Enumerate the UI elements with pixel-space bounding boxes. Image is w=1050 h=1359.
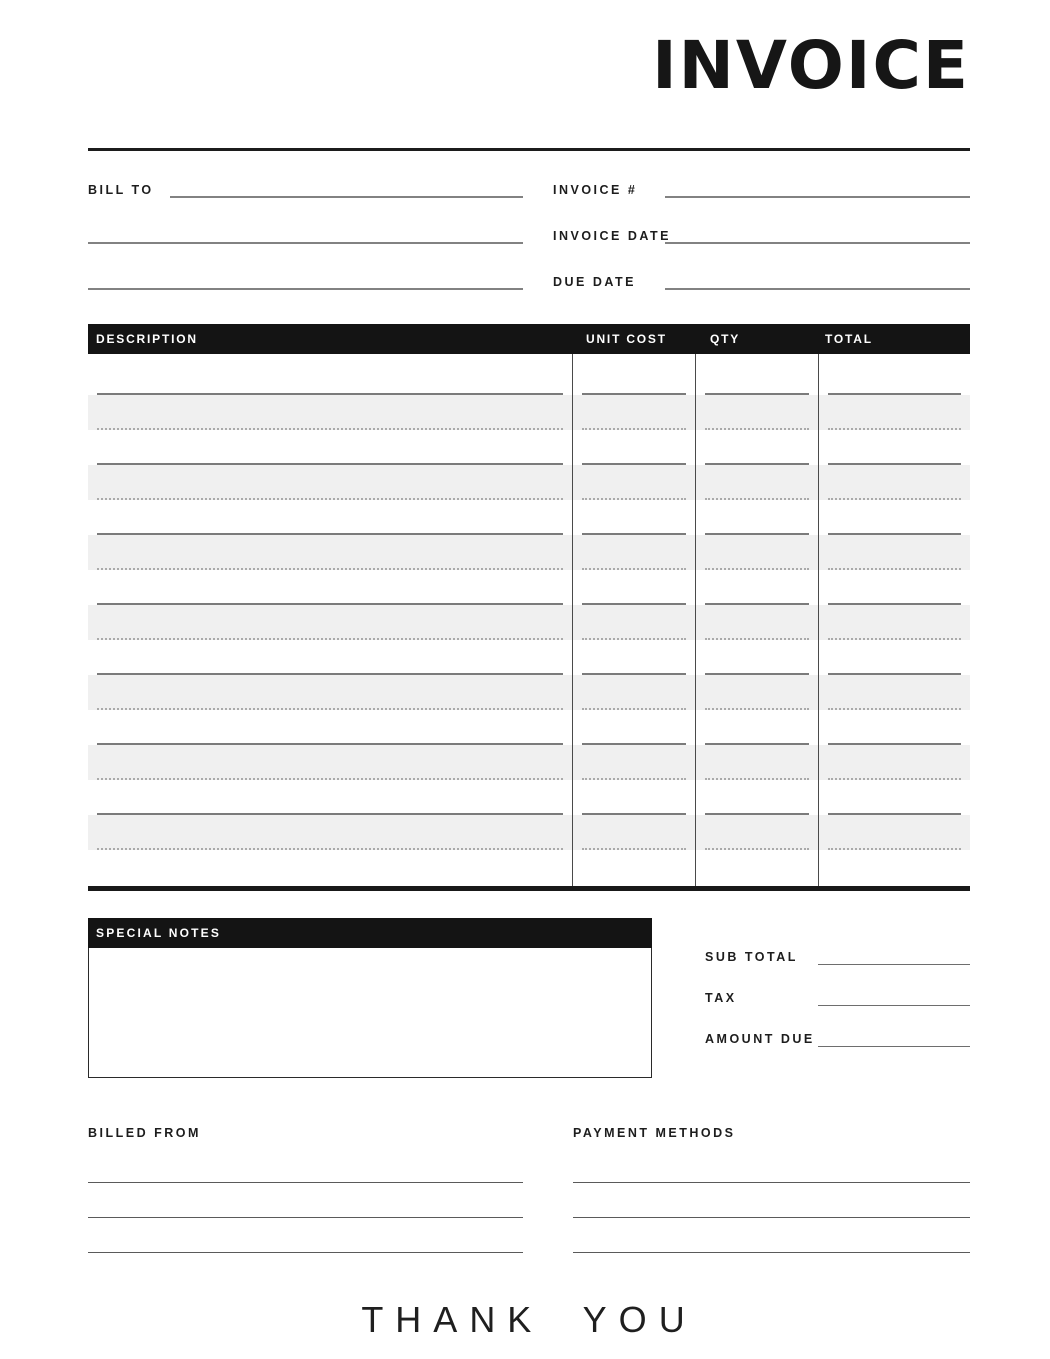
table-cell[interactable]: [572, 535, 695, 570]
table-row: [88, 500, 970, 535]
notes-and-totals-section: [88, 918, 970, 1078]
table-cell[interactable]: [695, 430, 818, 465]
table-cell[interactable]: [88, 535, 572, 570]
title-divider: [88, 148, 970, 151]
bill-to-section: [88, 152, 523, 290]
payment-methods-line-1[interactable]: [573, 1182, 970, 1183]
table-cell[interactable]: [818, 675, 970, 710]
table-cell[interactable]: [572, 430, 695, 465]
bill-to-input-line[interactable]: [170, 196, 523, 198]
line-items-table: [88, 324, 970, 891]
page-title: INVOICE: [652, 27, 970, 104]
table-cell[interactable]: [695, 850, 818, 886]
bill-to-address-line-2[interactable]: [88, 242, 523, 244]
payment-methods-line-2[interactable]: [573, 1217, 970, 1218]
invoice-number-label: INVOICE #: [553, 183, 638, 197]
special-notes-label: SPECIAL NOTES: [96, 926, 222, 940]
column-header-unit-cost: UNIT COST: [586, 332, 667, 346]
table-cell[interactable]: [695, 710, 818, 745]
table-cell[interactable]: [88, 500, 572, 535]
amount-due-input-line[interactable]: [818, 1046, 970, 1047]
invoice-details-section: [553, 152, 970, 290]
table-cell[interactable]: [572, 605, 695, 640]
tax-label: TAX: [705, 991, 737, 1005]
table-cell[interactable]: [88, 815, 572, 850]
table-cell[interactable]: [818, 710, 970, 745]
table-cell[interactable]: [818, 815, 970, 850]
table-cell[interactable]: [818, 745, 970, 780]
table-cell[interactable]: [572, 465, 695, 500]
line-items-body: [88, 354, 970, 886]
table-cell[interactable]: [88, 395, 572, 430]
billed-from-label: BILLED FROM: [88, 1126, 201, 1140]
table-row: [88, 395, 970, 430]
sub-total-label: SUB TOTAL: [705, 950, 798, 964]
table-row: [88, 570, 970, 605]
line-items-header: [88, 324, 970, 354]
table-cell[interactable]: [818, 570, 970, 605]
table-cell[interactable]: [818, 354, 970, 395]
table-cell[interactable]: [695, 745, 818, 780]
bill-to-address-line-3[interactable]: [88, 288, 523, 290]
tax-input-line[interactable]: [818, 1005, 970, 1006]
payment-methods-line-3[interactable]: [573, 1252, 970, 1253]
table-cell[interactable]: [88, 780, 572, 815]
table-cell[interactable]: [88, 605, 572, 640]
table-cell[interactable]: [695, 640, 818, 675]
table-cell[interactable]: [572, 850, 695, 886]
table-cell[interactable]: [88, 745, 572, 780]
special-notes-header: [88, 918, 652, 948]
table-cell[interactable]: [572, 675, 695, 710]
billed-from-line-1[interactable]: [88, 1182, 523, 1183]
totals-section: [705, 924, 970, 1078]
table-cell[interactable]: [572, 815, 695, 850]
column-header-description: DESCRIPTION: [96, 332, 198, 346]
billing-payment-section: [88, 1126, 970, 1253]
table-cell[interactable]: [88, 675, 572, 710]
billed-from-line-2[interactable]: [88, 1217, 523, 1218]
invoice-meta-section: [88, 152, 970, 290]
table-cell[interactable]: [572, 570, 695, 605]
table-cell[interactable]: [88, 850, 572, 886]
table-cell[interactable]: [695, 500, 818, 535]
amount-due-label: AMOUNT DUE: [705, 1032, 815, 1046]
table-row: [88, 535, 970, 570]
table-cell[interactable]: [695, 675, 818, 710]
due-date-label: DUE DATE: [553, 275, 636, 289]
special-notes-input-area[interactable]: [88, 948, 652, 1078]
table-cell[interactable]: [695, 535, 818, 570]
billed-from-section: [88, 1126, 523, 1253]
table-cell[interactable]: [572, 710, 695, 745]
table-cell[interactable]: [695, 570, 818, 605]
bill-to-label: BILL TO: [88, 183, 154, 197]
table-cell[interactable]: [695, 395, 818, 430]
table-cell[interactable]: [88, 465, 572, 500]
table-row: [88, 780, 970, 815]
table-row: [88, 710, 970, 745]
table-row: [88, 605, 970, 640]
invoice-date-label: INVOICE DATE: [553, 229, 671, 243]
payment-methods-label: PAYMENT METHODS: [573, 1126, 736, 1140]
table-cell[interactable]: [818, 500, 970, 535]
billed-from-line-3[interactable]: [88, 1252, 523, 1253]
table-cell[interactable]: [695, 465, 818, 500]
invoice-date-input-line[interactable]: [665, 242, 970, 244]
table-cell[interactable]: [88, 354, 572, 395]
table-cell[interactable]: [695, 780, 818, 815]
table-row: [88, 465, 970, 500]
table-cell[interactable]: [818, 395, 970, 430]
table-cell[interactable]: [88, 640, 572, 675]
table-cell[interactable]: [572, 745, 695, 780]
table-cell[interactable]: [818, 465, 970, 500]
table-row: [88, 675, 970, 710]
table-cell[interactable]: [88, 710, 572, 745]
table-cell[interactable]: [572, 780, 695, 815]
table-cell[interactable]: [88, 430, 572, 465]
table-row: [88, 745, 970, 780]
table-cell[interactable]: [572, 640, 695, 675]
table-cell[interactable]: [695, 354, 818, 395]
table-cell[interactable]: [572, 395, 695, 430]
table-cell[interactable]: [818, 780, 970, 815]
table-row: [88, 850, 970, 886]
table-cell[interactable]: [818, 430, 970, 465]
special-notes-section: [88, 918, 652, 1078]
table-cell[interactable]: [572, 500, 695, 535]
table-cell[interactable]: [572, 354, 695, 395]
table-row: [88, 430, 970, 465]
column-header-total: TOTAL: [825, 332, 873, 346]
table-cell[interactable]: [88, 570, 572, 605]
due-date-input-line[interactable]: [665, 288, 970, 290]
table-row: [88, 354, 970, 395]
invoice-number-input-line[interactable]: [665, 196, 970, 198]
table-cell[interactable]: [818, 640, 970, 675]
table-cell[interactable]: [818, 850, 970, 886]
table-cell[interactable]: [818, 605, 970, 640]
table-row: [88, 815, 970, 850]
sub-total-input-line[interactable]: [818, 964, 970, 965]
payment-methods-section: [573, 1126, 970, 1253]
table-cell[interactable]: [695, 605, 818, 640]
table-row: [88, 640, 970, 675]
column-header-qty: QTY: [710, 332, 741, 346]
table-cell[interactable]: [695, 815, 818, 850]
table-cell[interactable]: [818, 535, 970, 570]
thank-you-message: THANK YOU: [361, 1299, 697, 1340]
